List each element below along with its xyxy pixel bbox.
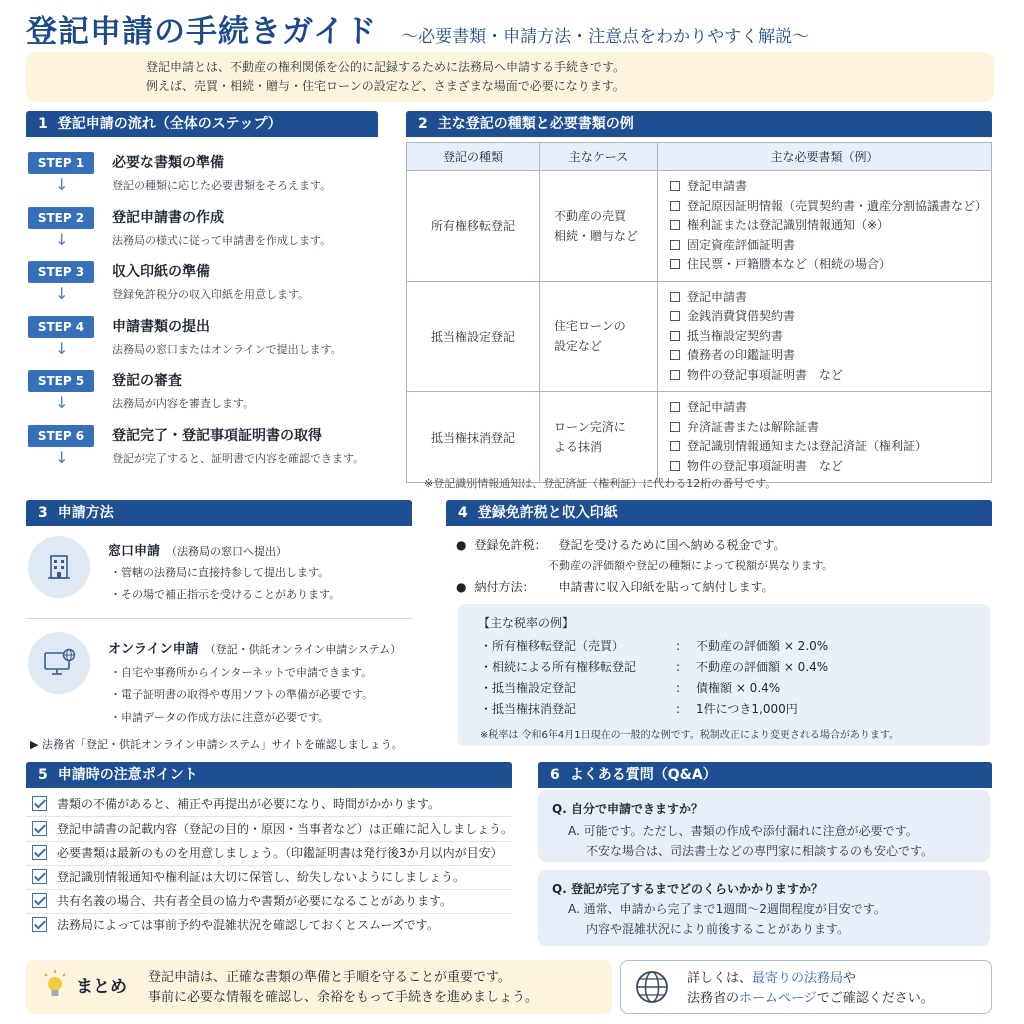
step-badge: STEP 2: [28, 207, 94, 229]
qa-question: Q. 登記が完了するまでどのくらいかかりますか？: [552, 882, 823, 896]
step-title: 収入印紙の準備: [112, 264, 210, 280]
arrow-down-icon: ↓: [55, 393, 69, 412]
registration-case: [540, 392, 658, 483]
method-title: 窓口申請 （法務局の窓口へ提出）: [108, 544, 288, 559]
step-item: [28, 310, 388, 365]
intro-line: 登記申請とは、不動産の権利関係を公的に記録するために法務局へ申請する手続きです。: [146, 60, 626, 74]
local-office-link[interactable]: 最寄りの法務局: [752, 971, 844, 986]
step-desc: 登録免許税分の収入印紙を用意します。: [112, 288, 310, 301]
step-title: 申請書類の提出: [112, 318, 210, 335]
section-number: 2: [418, 116, 428, 132]
step-badge: STEP 6: [28, 425, 94, 447]
step-title: 登記完了・登記事項証明書の取得: [112, 427, 322, 444]
online-system-link[interactable]: ▶ 法務省「登記・供託オンライン申請システム」サイトを確認しましょう。: [30, 738, 403, 751]
step-title: 必要な書類の準備: [112, 155, 224, 171]
registration-type: 所有権移転登記: [407, 171, 540, 282]
building-icon: [28, 536, 90, 598]
check-icon: [32, 917, 47, 932]
summary-label: まとめ: [76, 977, 127, 997]
case-line: 設定など: [554, 339, 603, 354]
doc-item: 住民票・戸籍謄本など（相続の場合）: [670, 255, 991, 275]
qa-item: [538, 790, 990, 862]
checkbox-icon: [670, 350, 680, 360]
doc-item: 抵当権設定契約書: [670, 327, 991, 347]
case-line: よる抹消: [554, 440, 603, 454]
checkbox-icon: [670, 240, 680, 250]
page-subtitle: 〜必要書類・申請方法・注意点をわかりやすく解説〜: [401, 27, 810, 47]
doc-item: 登記申請書: [670, 288, 991, 308]
qa-answer: 不安な場合は、司法書士などの専門家に相談するのも安心です。: [586, 844, 934, 858]
section-number: 4: [458, 505, 468, 521]
rate-row: ・抵当権抹消登記 : 1件につき1,000円: [480, 702, 798, 716]
section-number: 6: [550, 767, 560, 783]
intro-box: [26, 52, 994, 102]
check-icon: [32, 893, 47, 908]
step-badge: STEP 4: [28, 316, 94, 338]
checkbox-icon: [670, 181, 680, 191]
table-row: [407, 171, 992, 282]
checklist-item: 登記申請書の記載内容（登記の目的・原因・当事者など）は正確に記入しましょう。: [32, 820, 513, 837]
rate-row: ・相続による所有権移転登記 : 不動産の評価額 × 0.4%: [480, 660, 829, 674]
tax-definition: ● 登録免許税： 登記を受けるために国へ納める税金です。: [456, 538, 786, 552]
case-line: 不動産の売買: [554, 208, 627, 223]
check-icon: [32, 869, 47, 884]
case-line: ローン完済に: [554, 420, 626, 434]
method-line: ・管轄の法務局に直接持参して提出します。: [110, 566, 330, 579]
step-desc: 登記が完了すると、証明書で内容を確認できます。: [112, 451, 365, 465]
method-line: ・その場で補正指示を受けることがあります。: [110, 588, 341, 601]
step-desc: 法務局の窓口またはオンラインで提出します。: [112, 342, 342, 356]
tax-rate-box: [458, 604, 990, 746]
table-row: [407, 392, 992, 483]
column-header: 主なケース: [540, 143, 658, 171]
counter-method: [26, 532, 412, 616]
doc-item: 権利証または登記識別情報通知（※）: [670, 216, 991, 236]
checklist-item: 共有名義の場合、共有者全員の協力や書類が必要になることがあります。: [32, 892, 452, 909]
checkbox-icon: [670, 422, 680, 432]
registration-type: 抵当権抹消登記: [407, 392, 540, 483]
qa-answer: A. 通常、申請から完了まで1週間〜2週間程度が目安です。: [568, 902, 886, 916]
step-badge: STEP 1: [28, 152, 94, 174]
arrow-down-icon: ↓: [55, 338, 69, 358]
rate-row: ・所有権移転登記（売買） : 不動産の評価額 × 2.0%: [480, 639, 829, 653]
section5-header: [26, 762, 512, 788]
summary-text: 登記申請は、正確な書類の準備と手順を守ることが重要です。 事前に必要な情報を確認し、余裕をもって手続きを進めましょう。: [148, 970, 539, 1005]
section3-header: [26, 500, 412, 526]
section-number: 1: [38, 116, 48, 132]
required-docs: [658, 171, 992, 282]
method-line: ・申請データの作成方法に注意が必要です。: [110, 711, 330, 724]
checkbox-icon: [670, 311, 680, 321]
divider: [26, 913, 512, 914]
step-title: 登記の審査: [112, 373, 182, 389]
step-badge: STEP 3: [28, 261, 94, 283]
divider: [26, 865, 512, 866]
online-method: [26, 626, 412, 730]
divider: [26, 816, 512, 817]
step-badge: STEP 5: [28, 370, 94, 392]
column-header: 主な必要書類（例）: [658, 143, 992, 171]
registration-case: [540, 171, 658, 282]
checkbox-icon: [670, 402, 680, 412]
method-line: ・自宅や事務所からインターネットで申請できます。: [110, 666, 373, 679]
method-title: オンライン申請 （登記・供託オンライン申請システム）: [108, 642, 402, 657]
method-line: ・電子証明書の取得や専用ソフトの準備が必要です。: [110, 688, 374, 701]
registration-case: [540, 281, 658, 392]
checklist-item: 法務局によっては事前予約や混雑状況を確認しておくとスムーズです。: [32, 916, 439, 933]
doc-item: 物件の登記事項証明書 など: [670, 366, 991, 386]
checkbox-icon: [670, 331, 680, 341]
arrow-down-icon: ↓: [55, 284, 69, 303]
case-line: 住宅ローンの: [554, 319, 626, 334]
checkbox-icon: [670, 220, 680, 230]
step-desc: 法務局の様式に従って申請書を作成します。: [112, 233, 332, 247]
qa-answer: A. 可能です。ただし、書類の作成や添付漏れに注意が必要です。: [568, 824, 918, 838]
checkbox-icon: [670, 201, 680, 211]
page-header: [26, 6, 1006, 50]
required-docs: [658, 392, 992, 483]
checkbox-icon: [670, 370, 680, 380]
computer-globe-icon: [28, 632, 90, 694]
arrow-down-icon: ↓: [55, 447, 69, 467]
summary-box: [26, 960, 612, 1014]
doc-item: 金銭消費貸借契約書: [670, 307, 991, 327]
page-title: 登記申請の手続きガイド: [26, 14, 378, 50]
divider: [26, 889, 512, 890]
rate-row: ・抵当権設定登記 : 債権額 × 0.4%: [480, 681, 781, 695]
column-header: 登記の種類: [407, 143, 540, 171]
check-icon: [32, 845, 47, 860]
divider: [26, 841, 512, 842]
checklist-item: 書類の不備があると、補正や再提出が必要になり、時間がかかります。: [32, 795, 440, 812]
step-item: [28, 419, 388, 474]
table-header-row: [407, 143, 992, 171]
contact-text: 詳しくは、最寄りの法務局や 法務省のホームページでご確認ください。: [687, 971, 934, 1006]
checklist-item: 登記識別情報通知や権利証は大切に保管し、紛失しないようにしましょう。: [32, 868, 465, 885]
checkbox-icon: [670, 259, 680, 269]
globe-icon: [635, 970, 669, 1008]
section-number: 5: [38, 767, 48, 783]
tax-definition-sub: 不動産の評価額や登記の種類によって税額が異なります。: [548, 559, 834, 572]
documents-table: [406, 142, 992, 483]
doc-item: 固定資産評価証明書: [670, 236, 991, 256]
section6-header: [538, 762, 992, 788]
step-title: 登記申請書の作成: [112, 209, 224, 226]
section-title: 主な登記の種類と必要書類の例: [437, 116, 634, 132]
step-item: [28, 255, 388, 310]
doc-item: 物件の登記事項証明書 など: [670, 457, 991, 477]
doc-item: 登記申請書: [670, 177, 991, 197]
required-docs: [658, 281, 992, 392]
arrow-down-icon: ↓: [55, 175, 69, 194]
table-row: [407, 281, 992, 392]
check-icon: [32, 796, 47, 811]
payment-method: ● 納付方法： 申請書に収入印紙を貼って納付します。: [456, 580, 774, 594]
step-list: [28, 146, 388, 473]
doc-item: 登記申請書: [670, 398, 991, 418]
section-title: よくある質問（Q&A）: [569, 767, 717, 783]
bullet-icon: ●: [456, 580, 467, 594]
section-title: 登録免許税と収入印紙: [477, 505, 618, 521]
qa-question: Q. 自分で申請できますか？: [552, 802, 703, 816]
doc-item: 登記原因証明情報（売買契約書・遺産分割協議書など）: [670, 197, 991, 217]
qa-answer: 内容や混雑状況により前後することがあります。: [586, 922, 850, 936]
section2-header: [406, 111, 992, 137]
step-desc: 法務局が内容を審査します。: [112, 397, 255, 410]
case-line: 相続・贈与など: [554, 228, 639, 243]
checkbox-icon: [670, 292, 680, 302]
checkbox-icon: [670, 441, 680, 451]
divider: [26, 618, 412, 619]
contact-box: [620, 960, 992, 1014]
doc-item: 弁済証書または解除証書: [670, 418, 991, 438]
rate-note: ※税率は 令和6年4月1日現在の一般的な例です。税制改正により変更される場合があります。: [480, 730, 900, 741]
section-title: 登記申請の流れ（全体のステップ）: [57, 116, 282, 132]
checkbox-icon: [670, 461, 680, 471]
check-icon: [32, 821, 47, 836]
arrow-down-icon: ↓: [55, 229, 69, 249]
table-footnote: ※登記識別情報通知は、登記済証（権利証）に代わる12桁の番号です。: [424, 477, 777, 490]
section-title: 申請方法: [57, 505, 114, 521]
homepage-link[interactable]: ホームページ: [739, 991, 817, 1006]
section4-header: [446, 500, 992, 526]
qa-item: [538, 870, 990, 946]
step-item: [28, 146, 388, 201]
rate-heading: 【主な税率の例】: [478, 616, 575, 630]
intro-line: 例えば、売買・相続・贈与・住宅ローンの設定など、さまざまな場面で必要になります。: [146, 79, 625, 93]
registration-type: 抵当権設定登記: [407, 281, 540, 392]
section1-header: [26, 111, 378, 137]
step-item: [28, 364, 388, 419]
step-desc: 登記の種類に応じた必要書類をそろえます。: [112, 179, 332, 192]
bullet-icon: ●: [456, 538, 467, 552]
step-item: [28, 201, 388, 256]
section-title: 申請時の注意ポイント: [57, 767, 198, 783]
doc-item: 債務者の印鑑証明書: [670, 346, 991, 366]
lightbulb-icon: [42, 970, 68, 1006]
section-number: 3: [38, 505, 48, 521]
checklist-item: 必要書類は最新のものを用意しましょう。（印鑑証明書は発行後3か月以内が目安）: [32, 844, 503, 861]
doc-item: 登記識別情報通知または登記済証（権利証）: [670, 437, 991, 457]
